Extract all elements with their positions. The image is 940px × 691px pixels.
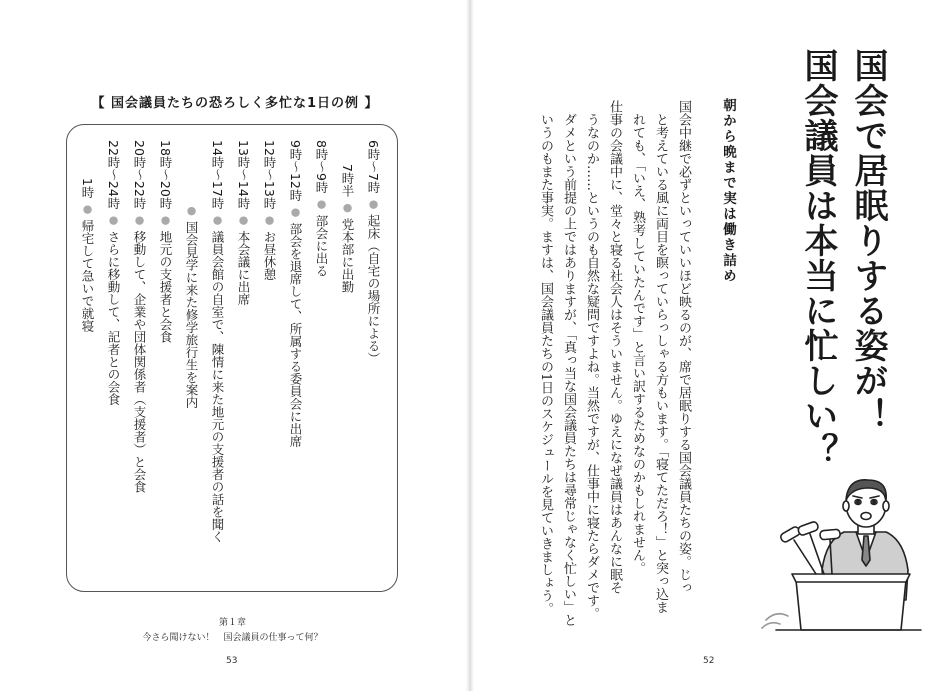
schedule-item bbox=[100, 140, 126, 405]
schedule-item bbox=[152, 140, 178, 343]
bullet-dot-icon: ● bbox=[237, 213, 250, 227]
subheading: 朝から晩まで実は働き詰め bbox=[720, 98, 736, 284]
schedule-item bbox=[178, 204, 204, 408]
chapter-title: 今さら聞けない！ 国会議員の仕事って何？ bbox=[142, 633, 323, 643]
page-number-left: 53 bbox=[226, 656, 238, 666]
bullet-dot-icon: ● bbox=[263, 213, 276, 227]
schedule-item bbox=[360, 140, 386, 364]
body-text-column: 国会中継で必ずといっていいほど映るのが、席で居眠りする国会議員たちの姿。じっ bbox=[676, 100, 691, 594]
page-number-right: 52 bbox=[703, 656, 715, 666]
schedule-time: 20時〜22時 bbox=[132, 140, 147, 210]
schedule-time: 8時〜9時 bbox=[314, 140, 329, 194]
schedule-item bbox=[282, 140, 308, 447]
schedule-text: 部会を退席して、所属する委員会に出席 bbox=[288, 222, 303, 448]
schedule-time: 12時〜13時 bbox=[262, 140, 277, 210]
schedule-text: さらに移動して、記者との会食 bbox=[106, 230, 121, 406]
schedule-time: 1時 bbox=[80, 178, 95, 199]
schedule-box-title: 【 国会議員たちの恐ろしく多忙な1日の例 】 bbox=[91, 96, 379, 111]
schedule-text: 部会に出る bbox=[314, 214, 329, 277]
headline-line-1: 国会で居眠りする姿が！ bbox=[848, 48, 888, 433]
schedule-item bbox=[126, 140, 152, 493]
bullet-dot-icon: ● bbox=[185, 204, 198, 217]
schedule-text: 議員会館の自室で、陳情に来た地元の支援者の話を聞く bbox=[210, 230, 225, 543]
bullet-dot-icon: ● bbox=[211, 213, 224, 227]
politician-at-podium-illustration bbox=[756, 470, 926, 640]
schedule-text: 地元の支援者と会食 bbox=[158, 230, 173, 343]
bullet-dot-icon: ● bbox=[367, 197, 380, 211]
bullet-dot-icon: ● bbox=[81, 202, 94, 216]
schedule-time: 7時半 bbox=[340, 164, 355, 197]
body-text-column: と考えている風に両目を瞑っていらっしゃる方もいます。「寝てただろ！」と突っ込ま bbox=[653, 113, 668, 614]
schedule-text: 党本部に出勤 bbox=[340, 217, 355, 293]
schedule-time: 6時〜7時 bbox=[366, 140, 381, 194]
schedule-item bbox=[204, 140, 230, 543]
bullet-dot-icon: ● bbox=[133, 213, 146, 227]
page-gutter bbox=[466, 0, 474, 691]
schedule-text: 帰宅して急いで就寝 bbox=[80, 219, 95, 332]
body-text-column: いうのもまた事実。ますは、国会議員たちの1日のスケジュールを見ていきましょう。 bbox=[538, 113, 553, 616]
schedule-text: 国会見学に来た修学旅行生を案内 bbox=[184, 220, 199, 409]
schedule-time: 18時〜20時 bbox=[158, 140, 173, 210]
chapter-label: 第１章 bbox=[218, 618, 246, 628]
schedule-text: 本会議に出席 bbox=[236, 230, 251, 306]
headline-line-2: 国会議員は本当に忙しい？ bbox=[798, 48, 838, 468]
schedule-time: 14時〜17時 bbox=[210, 140, 225, 210]
body-text-column: うなのか……というのも自然な疑問ですよね。当然ですが、仕事中に寝たらダメです。 bbox=[584, 113, 599, 620]
schedule-item bbox=[230, 140, 256, 305]
schedule-time: 13時〜14時 bbox=[236, 140, 251, 210]
body-text-column: 仕事の会議中に、堂々と寝る社会人はそういません。ゆえになぜ議員はあんなに眠そ bbox=[607, 100, 622, 594]
schedule-item bbox=[334, 164, 360, 293]
schedule-item bbox=[74, 178, 100, 332]
bullet-dot-icon: ● bbox=[107, 213, 120, 227]
bullet-dot-icon: ● bbox=[315, 197, 328, 211]
schedule-text: お昼休憩 bbox=[262, 230, 277, 281]
schedule-item bbox=[308, 140, 334, 277]
schedule-time: 9時〜12時 bbox=[288, 140, 303, 202]
body-text-column: ダメという前提の上ではありますが、「真っ当な国会議員たちは尋常じゃなく忙しい」と bbox=[561, 113, 576, 627]
schedule-text: 起床（自宅の場所による） bbox=[366, 214, 381, 365]
body-text-column: れても、「いえ、熟考していたんです」と言い訳するためなのかもしれません。 bbox=[630, 113, 645, 575]
bullet-dot-icon: ● bbox=[341, 200, 354, 214]
bullet-dot-icon: ● bbox=[159, 213, 172, 227]
schedule-item bbox=[256, 140, 282, 280]
bullet-dot-icon: ● bbox=[289, 205, 302, 219]
schedule-text: 移動して、企業や団体関係者（支援者）と会食 bbox=[132, 230, 147, 493]
schedule-time: 22時〜24時 bbox=[106, 140, 121, 210]
